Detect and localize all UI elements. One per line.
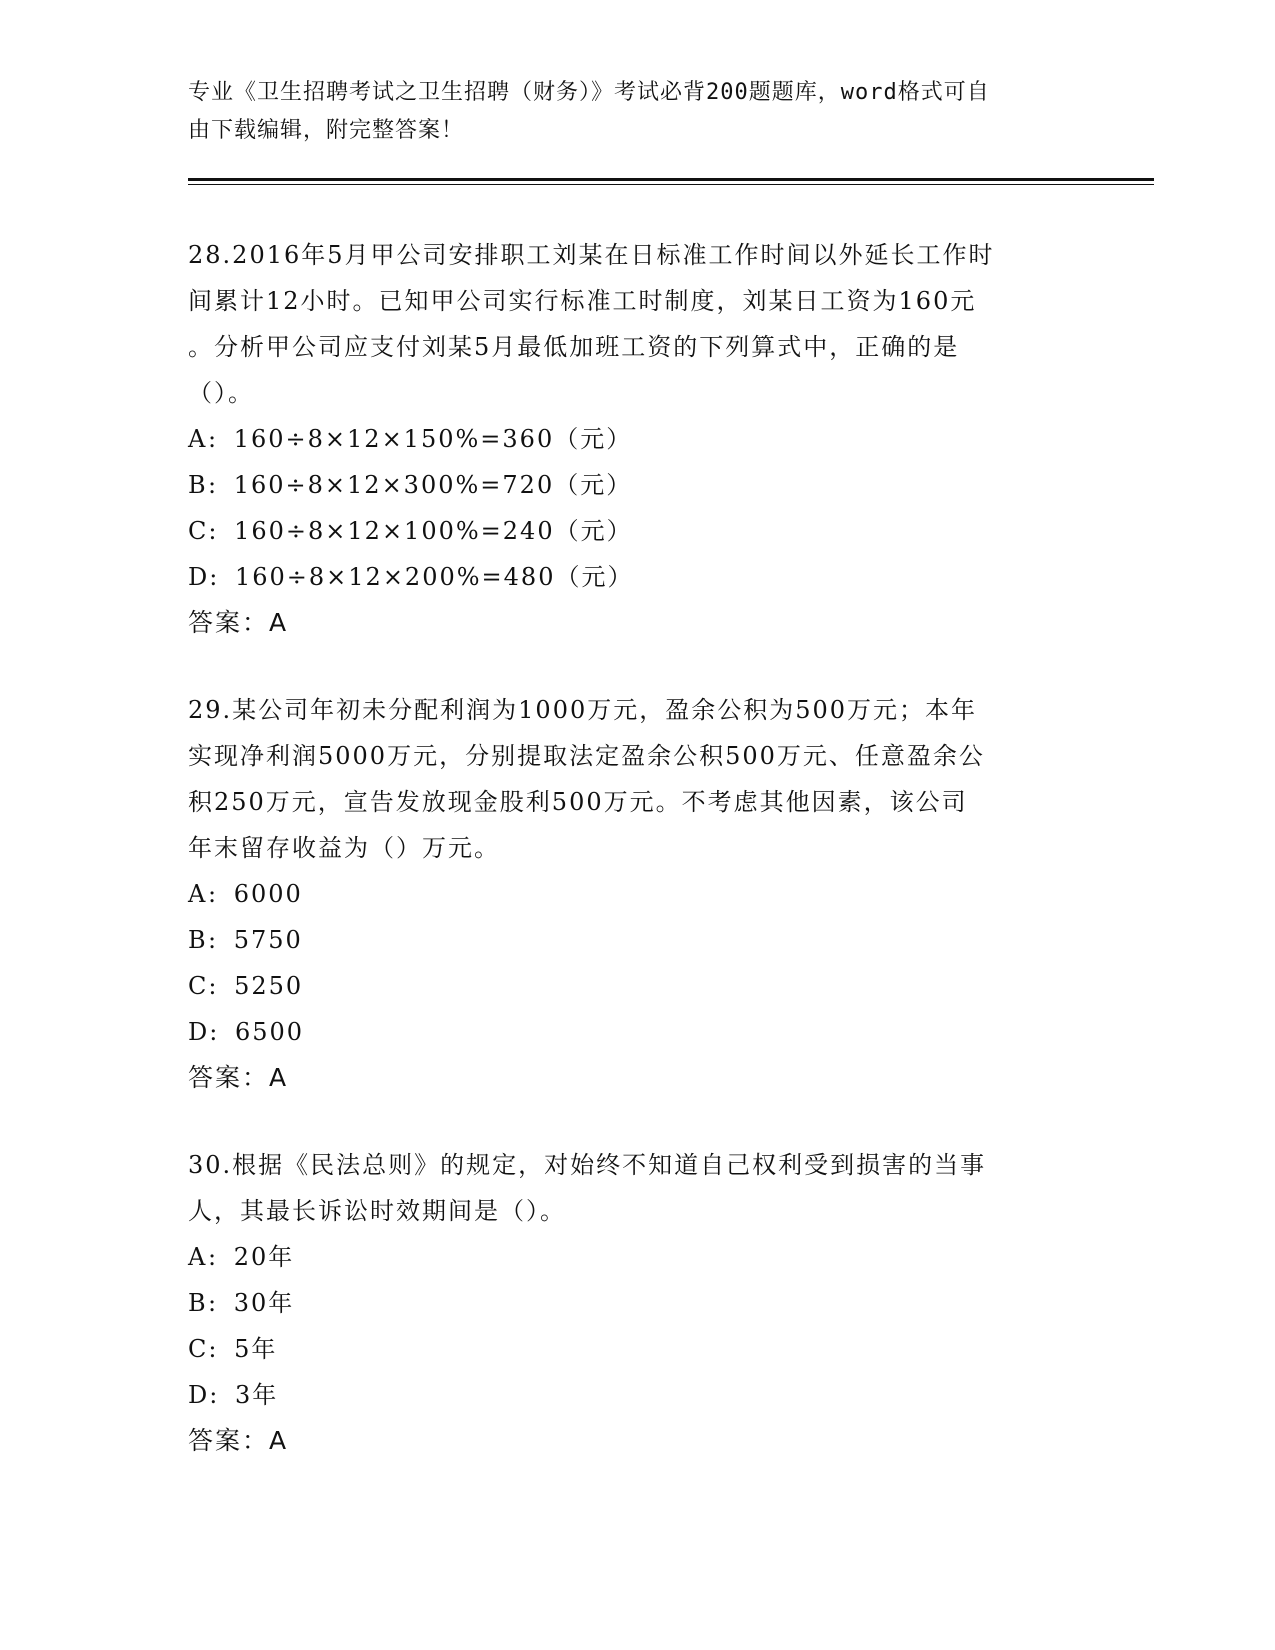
question-line: 年末留存收益为（）万元。 <box>188 834 500 862</box>
option-text: 160÷8×12×200%=480（元） <box>234 563 634 591</box>
option-letter: A <box>188 880 208 908</box>
answer-line: 答案：A <box>188 1426 289 1455</box>
option-letter: B <box>188 471 208 499</box>
option-separator: : <box>208 517 219 545</box>
option-b <box>188 917 1088 963</box>
option-separator: : <box>208 926 219 954</box>
option-text: 6000 <box>233 880 303 908</box>
option-separator: : <box>209 563 220 591</box>
option-separator: : <box>208 1335 219 1363</box>
option-letter: C <box>188 972 209 1000</box>
option-separator: : <box>208 880 219 908</box>
option-a <box>188 1234 1088 1280</box>
option-separator: : <box>209 1018 220 1046</box>
option-letter: C <box>188 517 209 545</box>
question-line: 28.2016年5月甲公司安排职工刘某在日标准工作时间以外延长工作时 <box>188 241 995 269</box>
document-header <box>188 74 1088 150</box>
option-text: 30年 <box>233 1289 295 1317</box>
option-letter: B <box>188 926 208 954</box>
option-d <box>188 1009 1088 1055</box>
option-c <box>188 508 1088 554</box>
option-c <box>188 1326 1088 1372</box>
answer-line: 答案：A <box>188 1063 289 1092</box>
option-a <box>188 416 1088 462</box>
question-line: 人，其最长诉讼时效期间是（）。 <box>188 1197 566 1225</box>
header-rule-thin <box>188 184 1154 185</box>
option-separator: : <box>208 425 219 453</box>
option-b <box>188 462 1088 508</box>
question-line: 实现净利润5000万元，分别提取法定盈余公积500万元、任意盈余公 <box>188 742 985 770</box>
question-line: 间累计12小时。已知甲公司实行标准工时制度，刘某日工资为160元 <box>188 287 977 315</box>
option-text: 5250 <box>234 972 304 1000</box>
option-d <box>188 554 1088 600</box>
option-letter: D <box>188 1018 210 1046</box>
option-letter: A <box>188 425 208 453</box>
option-letter: B <box>188 1289 208 1317</box>
option-letter: C <box>188 1335 209 1363</box>
option-text: 3年 <box>234 1381 279 1409</box>
question-line: 29.某公司年初未分配利润为1000万元，盈余公积为500万元；本年 <box>188 696 978 724</box>
option-d <box>188 1372 1088 1418</box>
option-separator: : <box>208 972 219 1000</box>
header-rule-thick <box>188 178 1154 181</box>
question-29 <box>188 687 1088 1101</box>
option-letter: D <box>188 1381 210 1409</box>
question-text <box>188 687 1088 871</box>
option-b <box>188 1280 1088 1326</box>
option-letter: D <box>188 563 210 591</box>
option-text: 160÷8×12×100%=240（元） <box>234 517 633 545</box>
question-text <box>188 232 1088 416</box>
question-line: 。分析甲公司应支付刘某5月最低加班工资的下列算式中，正确的是 <box>188 333 960 361</box>
option-separator: : <box>209 1381 220 1409</box>
answer-line: 答案：A <box>188 608 289 637</box>
option-text: 160÷8×12×300%=720（元） <box>233 471 633 499</box>
question-30 <box>188 1142 1088 1464</box>
option-a <box>188 871 1088 917</box>
question-28 <box>188 232 1088 646</box>
header-line-1: 专业《卫生招聘考试之卫生招聘（财务）》考试必背200题题库，word格式可自 <box>188 80 990 105</box>
question-line: （）。 <box>188 379 254 407</box>
question-line: 积250万元，宣告发放现金股利500万元。不考虑其他因素，该公司 <box>188 788 968 816</box>
option-letter: A <box>188 1243 208 1271</box>
question-text <box>188 1142 1088 1234</box>
question-line: 30.根据《民法总则》的规定，对始终不知道自己权利受到损害的当事 <box>188 1151 987 1179</box>
option-separator: : <box>208 1243 219 1271</box>
option-c <box>188 963 1088 1009</box>
option-separator: : <box>208 471 219 499</box>
option-text: 5年 <box>234 1335 278 1363</box>
option-separator: : <box>208 1289 219 1317</box>
option-text: 6500 <box>234 1018 305 1046</box>
option-text: 160÷8×12×150%=360（元） <box>233 425 633 453</box>
option-text: 20年 <box>233 1243 295 1271</box>
header-line-2: 由下载编辑，附完整答案！ <box>188 118 465 143</box>
option-text: 5750 <box>233 926 303 954</box>
